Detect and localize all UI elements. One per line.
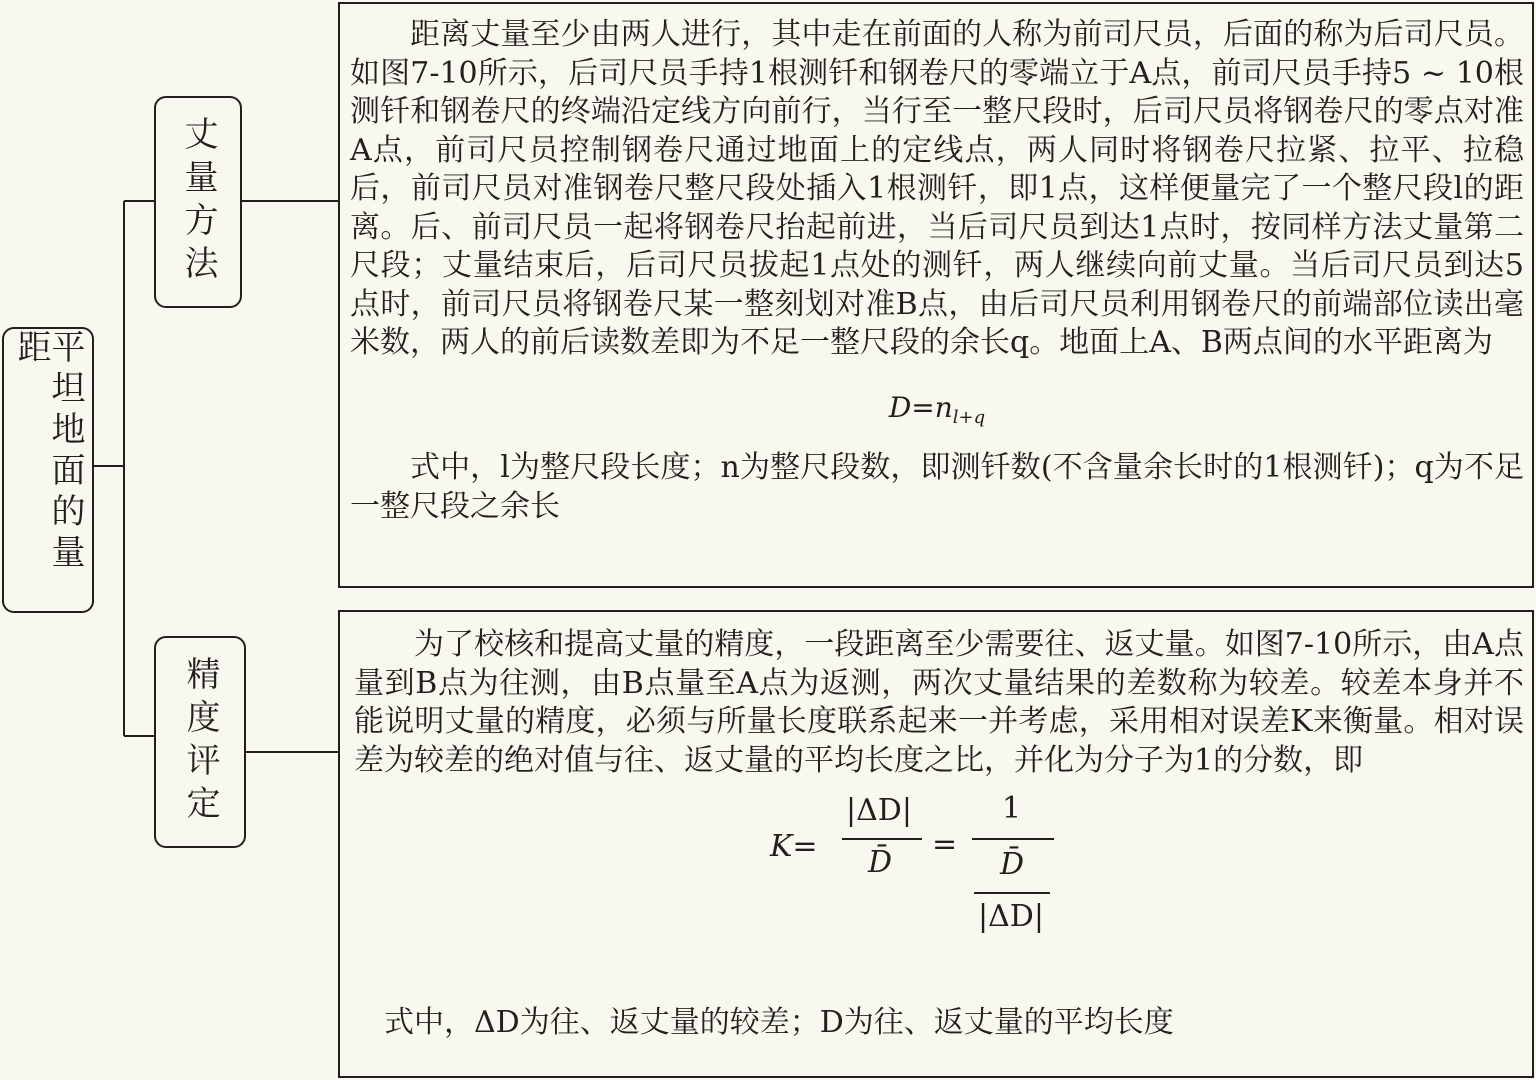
formula-lhs: K= [770, 829, 818, 864]
precision-paragraph: 为了校核和提高丈量的精度，一段距离至少需要往、返丈量。如图7-10所示，由A点量到B点为往测，由B点量至A点为返测，两次丈量结果的差数称为较差。较差本身并不能说明丈量的精度，必须与所量长度联系起来一并考虑，采用相对误差K来衡量。相对误差为较差的绝对值与往、返丈量的平均长度之比，并化为分子为1的分数，即 [354, 627, 1524, 778]
distance-formula-sub: l+q [952, 406, 986, 428]
branch-label-measurement-method: 丈量方法 [178, 116, 218, 288]
distance-formula [350, 389, 1524, 438]
formula-fraction-bar-1 [842, 838, 922, 840]
precision-explanation: 式中，ΔD为往、返丈量的较差；D为往、返丈量的平均长度 [384, 1005, 1174, 1040]
formula-fraction-bar-2 [972, 838, 1054, 840]
formula-inner-denominator: |ΔD| [978, 899, 1044, 934]
relative-error-formula [354, 788, 1524, 968]
distance-formula-main: D=n [888, 390, 953, 424]
formula-denominator: D̄ [868, 845, 893, 880]
formula-inner-numerator: D̄ [1000, 847, 1025, 882]
formula-equals: = [932, 827, 958, 862]
root-label: 平坦地面的量距 [11, 329, 85, 575]
branch-label-precision-evaluation: 精度评定 [180, 656, 220, 828]
method-paragraph: 距离丈量至少由两人进行，其中走在前面的人称为前司尺员，后面的称为后司尺员。如图7-10所示，后司尺员手持1根测钎和钢卷尺的零端立于A点，前司尺员手持5 ~ 10根测钎和钢卷尺的终端沿定线方向前行，当行至一整尺段时，后司尺员将钢卷尺的零点对准A点，前司尺员控制钢卷尺通过地面上的定线点，两人同时将钢卷尺拉紧、拉平、拉稳后，前司尺员对准钢卷尺整尺段处插入1根测钎，即1点，这样便量完了一个整尺段l的距离。后、前司尺员一起将钢卷尺抬起前进，当后司尺员到达1点时，按同样方法丈量第二尺段；丈量结束后，后司尺员拔起1点处的测钎，两人继续向前丈量。当后司尺员到达5点时，前司尺员将钢卷尺某一整刻划对准B点，由后司尺员利用钢卷尺的前端部位读出毫米数，两人的前后读数差即为不足一整尺段的余长q。地面上A、B两点间的水平距离为 [350, 17, 1524, 360]
root-node [2, 327, 94, 613]
measurement-method-panel [338, 2, 1534, 588]
branch-node-precision-evaluation [154, 636, 246, 848]
branch-node-measurement-method [154, 96, 242, 308]
formula-fraction-bar-3 [974, 892, 1050, 894]
precision-evaluation-panel [338, 610, 1534, 1078]
formula-numerator: |ΔD| [846, 793, 912, 828]
method-explanation: 式中，l为整尺段长度；n为整尺段数，即测钎数(不含量余长时的1根测钎)；q为不足一整尺段之余长 [350, 450, 1524, 524]
formula-one: 1 [1002, 791, 1022, 826]
